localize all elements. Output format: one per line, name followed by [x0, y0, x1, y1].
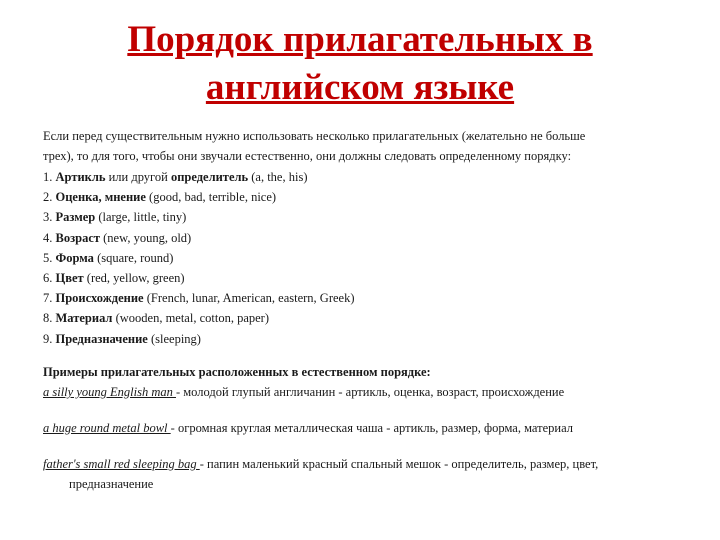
- example-english: father's small red sleeping bag: [43, 456, 200, 471]
- item-term: Артикль: [55, 170, 106, 184]
- intro-line-1: Если перед существительным нужно использовать несколько прилагательных (желательно не больше: [43, 129, 586, 143]
- example-english: a huge round metal bowl: [43, 420, 171, 435]
- item-term: Происхождение: [55, 291, 144, 306]
- title-line-1: Порядок прилагательных в: [127, 19, 593, 60]
- list-item: [43, 187, 683, 207]
- list-item: [43, 268, 683, 288]
- list-item: [43, 308, 683, 328]
- item-term: определитель: [170, 170, 249, 184]
- example-russian: - папин маленький красный спальный мешок - определитель, размер, цвет,: [199, 456, 599, 471]
- item-term: Возраст: [55, 230, 101, 245]
- list-item: [43, 228, 683, 248]
- item-term: Оценка, мнение: [55, 190, 146, 205]
- item-examples: (good, bad, terrible, nice): [145, 190, 277, 205]
- item-term: Форма: [55, 250, 94, 265]
- adjective-order-list: [43, 167, 683, 349]
- intro-line-2: трех), то для того, чтобы они звучали естественно, они должны следовать определенному порядку:: [43, 148, 572, 163]
- item-term: Размер: [55, 210, 96, 225]
- item-number: 3.: [43, 210, 56, 225]
- item-number: 2.: [43, 190, 56, 205]
- item-examples: (wooden, metal, cotton, paper): [112, 311, 269, 326]
- intro-paragraph: [43, 127, 683, 166]
- example-row: [43, 382, 683, 402]
- list-item: [43, 288, 683, 308]
- list-item: [43, 207, 683, 227]
- item-number: 4.: [43, 230, 56, 245]
- examples-heading: Примеры прилагательных расположенных в естественном порядке:: [43, 364, 431, 379]
- item-examples: (large, little, tiny): [95, 210, 187, 225]
- example-russian: - огромная круглая металлическая чаша - артикль, размер, форма, материал: [170, 420, 573, 435]
- item-examples: (square, round): [93, 250, 174, 265]
- item-number: 9.: [43, 331, 56, 346]
- example-russian-continued: предназначение: [69, 476, 154, 491]
- example-russian: - молодой глупый англичанин - артикль, оценка, возраст, происхождение: [175, 384, 565, 399]
- item-term: Предназначение: [55, 331, 148, 346]
- list-item: [43, 248, 683, 268]
- item-examples: (red, yellow, green): [83, 271, 185, 286]
- list-item: [43, 167, 683, 187]
- title-line-2: английском языке: [205, 67, 515, 108]
- item-number: 7.: [43, 291, 56, 306]
- item-term: Цвет: [55, 271, 84, 286]
- example-english: a silly young English man: [43, 384, 176, 399]
- example-row: [43, 418, 683, 438]
- item-examples: (new, young, old): [100, 230, 192, 245]
- item-examples: (sleeping): [147, 331, 201, 346]
- item-examples: (a, the, his): [248, 170, 308, 184]
- list-item: [43, 329, 683, 349]
- slide-body: [43, 127, 683, 494]
- item-number: 8.: [43, 311, 56, 326]
- item-joiner: или другой: [105, 170, 171, 184]
- item-number: 1.: [43, 170, 56, 184]
- example-row: [43, 454, 683, 494]
- item-examples: (French, lunar, American, eastern, Greek): [143, 291, 355, 306]
- item-number: 6.: [43, 271, 56, 286]
- item-term: Материал: [55, 311, 113, 326]
- slide-title: [40, 16, 680, 112]
- item-number: 5.: [43, 250, 56, 265]
